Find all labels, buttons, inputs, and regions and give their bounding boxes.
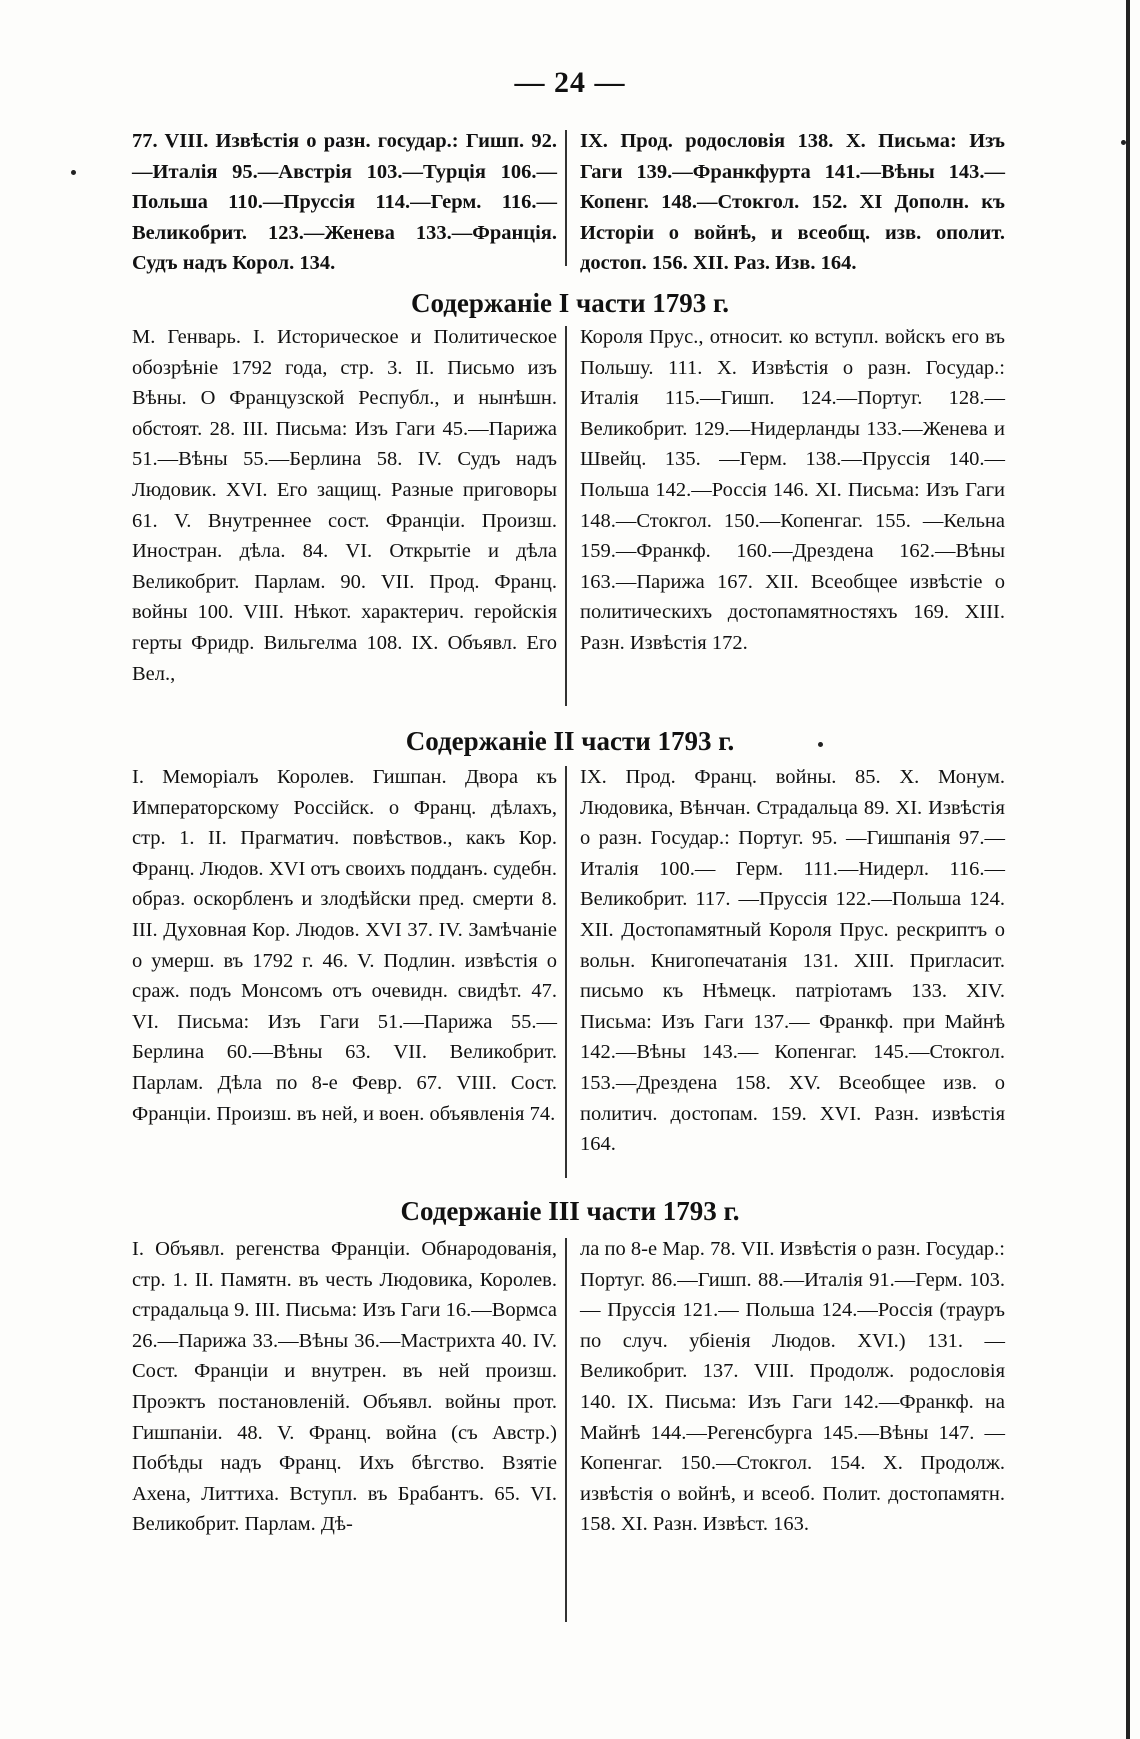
section-title-part-3: Содержаніе III части 1793 г.: [400, 1196, 740, 1226]
page-number: — 24 —: [514, 66, 626, 99]
stray-dot: [1121, 140, 1126, 145]
section-title-part-2: Содержаніе II части 1793 г.: [405, 726, 735, 756]
intro-left-column: 77. VIII. Извѣстія о разн. государ.: Гишп. 92.—Италія 95.—Австрія 103.—Турція 106.—Польша 110.—Пруссія 114.—Герм. 116.—Великобрит. 123.—Женева 133.—Франція. Судъ надъ Корол. 134.: [132, 130, 557, 275]
section-1-left-column: М. Генварь. I. Историческое и Политическое обозрѣніе 1792 года, стр. 3. II. Письмо изъ Вѣны. О Французской Республ., и нынѣшн. обстоят. 28. III. Письма: Изъ Гаги 45.—Парижа 51.—Вѣны 55.—Берлина 58. IV. Судъ надъ Людовик. XVI. Его защищ. Разные приговоры 61. V. Внутреннее сост. Франціи. Произш. Иностран. дѣла. 84. VI. Открытіе и дѣла Великобрит. Парлам. 90. VII. Прод. Франц. войны 100. VIII. Нѣкот. характерич. геройскія герты Фридр. Вильгелма 108. IX. Объявл. Его Вел.,: [132, 326, 557, 685]
section-2-right-column: IX. Прод. Франц. войны. 85. X. Монум. Людовика, Вѣнчан. Страдальца 89. XI. Извѣстія о разн. Государ.: Португ. 95. —Гишпанія 97.— Италія 100.— Герм. 111.—Нидерл. 116.—Великобрит. 117. —Пруссія 122.—Польша 124. XII. Достопамятный Короля Прус. рескриптъ о вольн. Книгопечатанія 131. XIII. Пригласит. письмо къ Нѣмецк. патріотамъ 133. XIV. Письма: Изъ Гаги 137.— Франкф. при Майнѣ 142.—Вѣны 143.— Копенгаг. 145.—Стокгол. 153.—Дрездена 158. XV. Всеобщее изв. о политич. достопам. 159. XVI. Разн. извѣстія 164.: [580, 766, 1005, 1156]
section-2-left-column: I. Меморіалъ Королев. Гишпан. Двора къ Императорскому Россійск. о Франц. дѣлахъ, стр. 1. II. Прагматич. повѣствов., какъ Кор. Франц. Людов. XVI отъ своихъ подданъ. судебн. образ. оскорбленъ и злодѣйски пред. смерти 8. III. Духовная Кор. Людов. XVI 37. IV. Замѣчаніе о умерш. въ 1792 г. 46. V. Подлин. извѣстія о сраж. подъ Монсомъ отъ очевидн. свидѣт. 47. VI. Письма: Изъ Гаги 51.—Парижа 55.—Берлина 60.—Вѣны 63. VII. Великобрит. Парлам. Дѣла по 8-е Февр. 67. VIII. Сост. Франціи. Произш. въ ней, и воен. объявленія 74.: [132, 766, 557, 1125]
column-divider: [565, 326, 567, 706]
stray-dot: [71, 170, 76, 175]
column-divider: [565, 130, 567, 266]
section-title-part-1: Содержаніе I части 1793 г.: [410, 288, 729, 318]
intro-right-column: IX. Прод. родословія 138. X. Письма: Изъ Гаги 139.—Франкфурта 141.—Вѣны 143.—Копенг. 148.—Стокгол. 152. XI Дополн. къ Исторіи о войнѣ, и всеобщ. изв. ополит. достоп. 156. XII. Раз. Изв. 164.: [580, 130, 1005, 275]
page-edge-line: [1126, 0, 1130, 1739]
section-1-right-column: Короля Прус., относит. ко вступл. войскъ его въ Польшу. 111. X. Извѣстія о разн. Государ.: Италія 115.—Гишп. 124.—Португ. 128.—Великобрит. 129.—Нидерланды 133.—Женева и Швейц. 135. —Герм. 138.—Пруссія 140.—Польша 142.—Россія 146. XI. Письма: Изъ Гаги 148.—Стокгол. 150.—Копенгаг. 155. —Кельна 159.—Франкф. 160.—Дрездена 162.—Вѣны 163.—Парижа 167. XII. Всеобщее извѣстіе о политическихъ достопамятностяхъ 169. XIII. Разн. Извѣстія 172.: [580, 326, 1005, 654]
section-3-left-column: I. Объявл. регенства Франціи. Обнародованія, стр. 1. II. Памятн. въ честь Людовика, Королев. страдальца 9. III. Письма: Изъ Гаги 16.—Вормса 26.—Парижа 33.—Вѣны 36.—Мастрихта 40. IV. Сост. Франціи и внутрен. въ ней произш. Проэктъ постановленій. Объявл. войны прот. Гишпаніи. 48. V. Франц. война (съ Австр.) Побѣды надъ Франц. Ихъ бѣгство. Взятіе Ахена, Литтиха. Вступл. въ Брабантъ. 65. VI. Великобрит. Парлам. Дѣ-: [132, 1238, 557, 1536]
section-3-right-column: ла по 8-е Мар. 78. VII. Извѣстія о разн. Государ.: Португ. 86.—Гишп. 88.—Италія 91.—Герм. 103.— Пруссія 121.— Польша 124.—Россія (трауръ по случ. убіенія Людов. XVI.) 131. — Великобрит. 137. VIII. Продолж. родословія 140. IX. Письма: Изъ Гаги 142.—Франкф. на Майнѣ 144.—Регенсбурга 145.—Вѣны 147. —Копенгаг. 150.—Стокгол. 154. X. Продолж. извѣстія о войнѣ, и всеоб. Полит. достопамятн. 158. XI. Разн. Извѣст. 163.: [580, 1238, 1005, 1536]
column-divider: [565, 1238, 567, 1622]
column-divider: [565, 766, 567, 1178]
